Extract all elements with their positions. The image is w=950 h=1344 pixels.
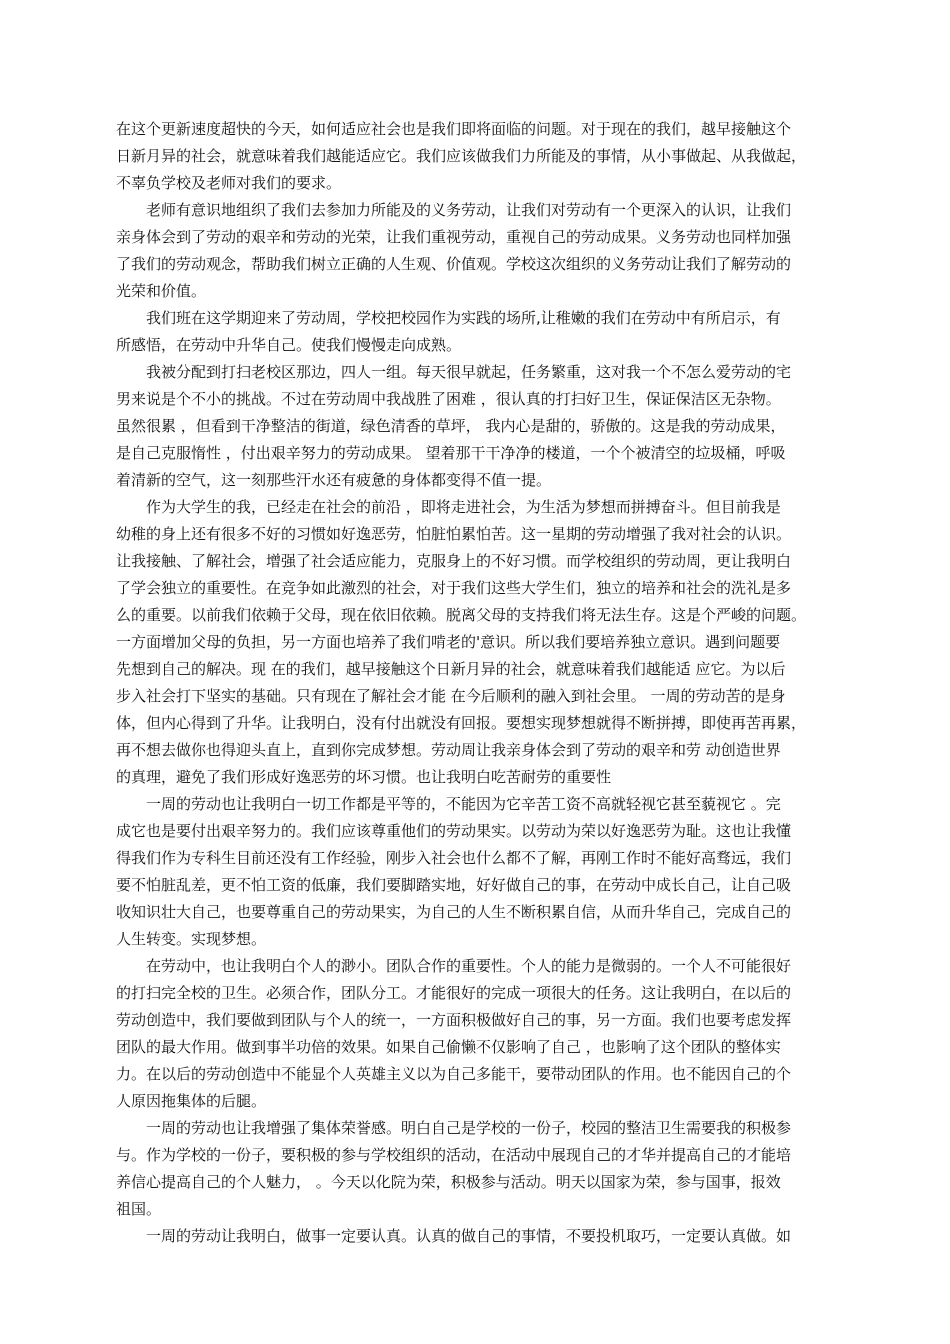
paragraph (116, 305, 852, 359)
text-line: 不辜负学校及老师对我们的要求。 (116, 174, 342, 192)
text-line: 着清新的空气，这一刻那些汗水还有疲惫的身体都变得不值一提。 (116, 471, 552, 489)
text-line: 我被分配到打扫老校区那边，四人一组。每天很早就起，任务繁重，这对我一个不怎么爱劳动的宅 (146, 363, 792, 381)
text-line: 与。作为学校的一份子，要积极的参与学校组织的活动，在活动中展现自己的才华并提高自己的才能培 (116, 1146, 792, 1164)
paragraph (116, 953, 852, 1115)
text-line: 一周的劳动也让我明白一切工作都是平等的，不能因为它辛苦工资不高就轻视它甚至藐视它 。完 (146, 795, 781, 813)
text-line: 成它也是要付出艰辛努力的。我们应该尊重他们的劳动果实。以劳动为荣以好逸恶劳为耻。这也让我懂 (116, 822, 792, 840)
text-line: 让我接触、了解社会，增强了社会适应能力，克服身上的不好习惯。而学校组织的劳动周，更让我明白 (116, 552, 792, 570)
text-line: 劳动创造中，我们要做到团队与个人的统一，一方面积极做好自己的事，另一方面。我们也要考虑发挥 (116, 1011, 792, 1029)
text-line: 作为大学生的我，已经走在社会的前沿 ，即将走进社会，为生活为梦想而拼搏奋斗。但目前我是 (146, 498, 781, 516)
text-line: 力。在以后的劳动创造中不能显个人英雄主义以为自己多能干，要带动团队的作用。也不能因自己的个 (116, 1065, 792, 1083)
text-line: 亲身体会到了劳动的艰辛和劳动的光荣，让我们重视劳动，重视自己的劳动成果。义务劳动也同样加强 (116, 228, 792, 246)
text-line: 是自己克服惰性 ，付出艰辛努力的劳动成果。 望着那干干净净的楼道，一个个被清空的垃圾桶，呼吸 (116, 444, 786, 462)
text-line: 收知识壮大自己，也要尊重自己的劳动果实，为自己的人生不断积累自信，从而升华自己，完成自己的 (116, 903, 792, 921)
text-line: 要不怕脏乱差，更不怕工资的低廉，我们要脚踏实地，好好做自己的事，在劳动中成长自己，让自己吸 (116, 876, 792, 894)
text-line: 在这个更新速度超快的今天，如何适应社会也是我们即将面临的问题。对于现在的我们，越早接触这个 (116, 120, 792, 138)
text-line: 男来说是个不小的挑战。不过在劳动周中我战胜了困难 ，很认真的打扫好卫生，保证保洁区无杂物。 (116, 390, 781, 408)
text-line: 养信心提高自己的个人魅力， 。今天以化院为荣，积极参与活动。明天以国家为荣，参与国事，报效 (116, 1173, 781, 1191)
paragraph (116, 197, 852, 305)
text-line: 我们班在这学期迎来了劳动周，学校把校园作为实践的场所,让稚嫩的我们在劳动中有所启示，有 (146, 309, 781, 327)
text-line: 幼稚的身上还有很多不好的习惯如好逸恶劳，怕脏怕累怕苦。这一星期的劳动增强了我对社会的认识。 (116, 525, 792, 543)
text-line: 了我们的劳动观念，帮助我们树立正确的人生观、价值观。学校这次组织的义务劳动让我们了解劳动的 (116, 255, 792, 273)
text-line: 光荣和价值。 (116, 282, 207, 300)
text-line: 老师有意识地组织了我们去参加力所能及的义务劳动，让我们对劳动有一个更深入的认识，让我们 (146, 201, 792, 219)
text-line: 一周的劳动也让我增强了集体荣誉感。明白自己是学校的一份子，校园的整洁卫生需要我的积极参 (146, 1119, 792, 1137)
text-line: 一方面增加父母的负担，另一方面也培养了我们啃老的'意识。所以我们要培养独立意识。遇到问题要 (116, 633, 781, 651)
text-line: 团队的最大作用。做到事半功倍的效果。如果自己偷懒不仅影响了自己 ，也影响了这个团队的整体实 (116, 1038, 781, 1056)
paragraph (116, 1223, 852, 1250)
paragraph (116, 359, 852, 494)
paragraph (116, 116, 852, 197)
text-line: 的打扫完全校的卫生。必须合作，团队分工。才能很好的完成一项很大的任务。这让我明白，在以后的 (116, 984, 792, 1002)
text-line: 再不想去做你也得迎头直上，直到你完成梦想。劳动周让我亲身体会到了劳动的艰辛和劳 动创造世界 (116, 741, 781, 759)
text-line: 人原因拖集体的后腿。 (116, 1092, 267, 1110)
text-line: 一周的劳动让我明白，做事一定要认真。认真的做自己的事情，不要投机取巧，一定要认真做。如 (146, 1227, 792, 1245)
paragraph (116, 1115, 852, 1223)
document-body (116, 116, 852, 1250)
text-line: 人生转变。实现梦想。 (116, 930, 267, 948)
paragraph (116, 494, 852, 791)
text-line: 祖国。 (116, 1200, 162, 1218)
paragraph (116, 791, 852, 953)
text-line: 体，但内心得到了升华。让我明白，没有付出就没有回报。要想实现梦想就得不断拼搏，即使再苦再累， (116, 714, 807, 732)
text-line: 日新月异的社会，就意味着我们越能适应它。我们应该做我们力所能及的事情，从小事做起、从我做起， (116, 147, 807, 165)
text-line: 所感悟，在劳动中升华自己。使我们慢慢走向成熟。 (116, 336, 462, 354)
text-line: 在劳动中，也让我明白个人的渺小。团队合作的重要性。个人的能力是微弱的。一个人不可能很好 (146, 957, 792, 975)
text-line: 步入社会打下坚实的基础。只有现在了解社会才能 在今后顺利的融入到社会里。 一周的劳动苦的是身 (116, 687, 786, 705)
text-line: 虽然很累 ，但看到干净整洁的街道，绿色清香的草坪， 我内心是甜的，骄傲的。这是我的劳动成果， (116, 417, 786, 435)
text-line: 么的重要。以前我们依赖于父母，现在依旧依赖。脱离父母的支持我们将无法生存。这是个严峻的问题。 (116, 606, 807, 624)
text-line: 得我们作为专科生目前还没有工作经验，刚步入社会也什么都不了解，再刚工作时不能好高骛远，我们 (116, 849, 792, 867)
text-line: 先想到自己的解决。现 在的我们，越早接触这个日新月异的社会，就意味着我们越能适 应它。为以后 (116, 660, 786, 678)
text-line: 的真理，避免了我们形成好逸恶劳的坏习惯。也让我明白吃苦耐劳的重要性 (116, 768, 612, 786)
text-line: 了学会独立的重要性。在竞争如此激烈的社会，对于我们这些大学生们，独立的培养和社会的洗礼是多 (116, 579, 792, 597)
